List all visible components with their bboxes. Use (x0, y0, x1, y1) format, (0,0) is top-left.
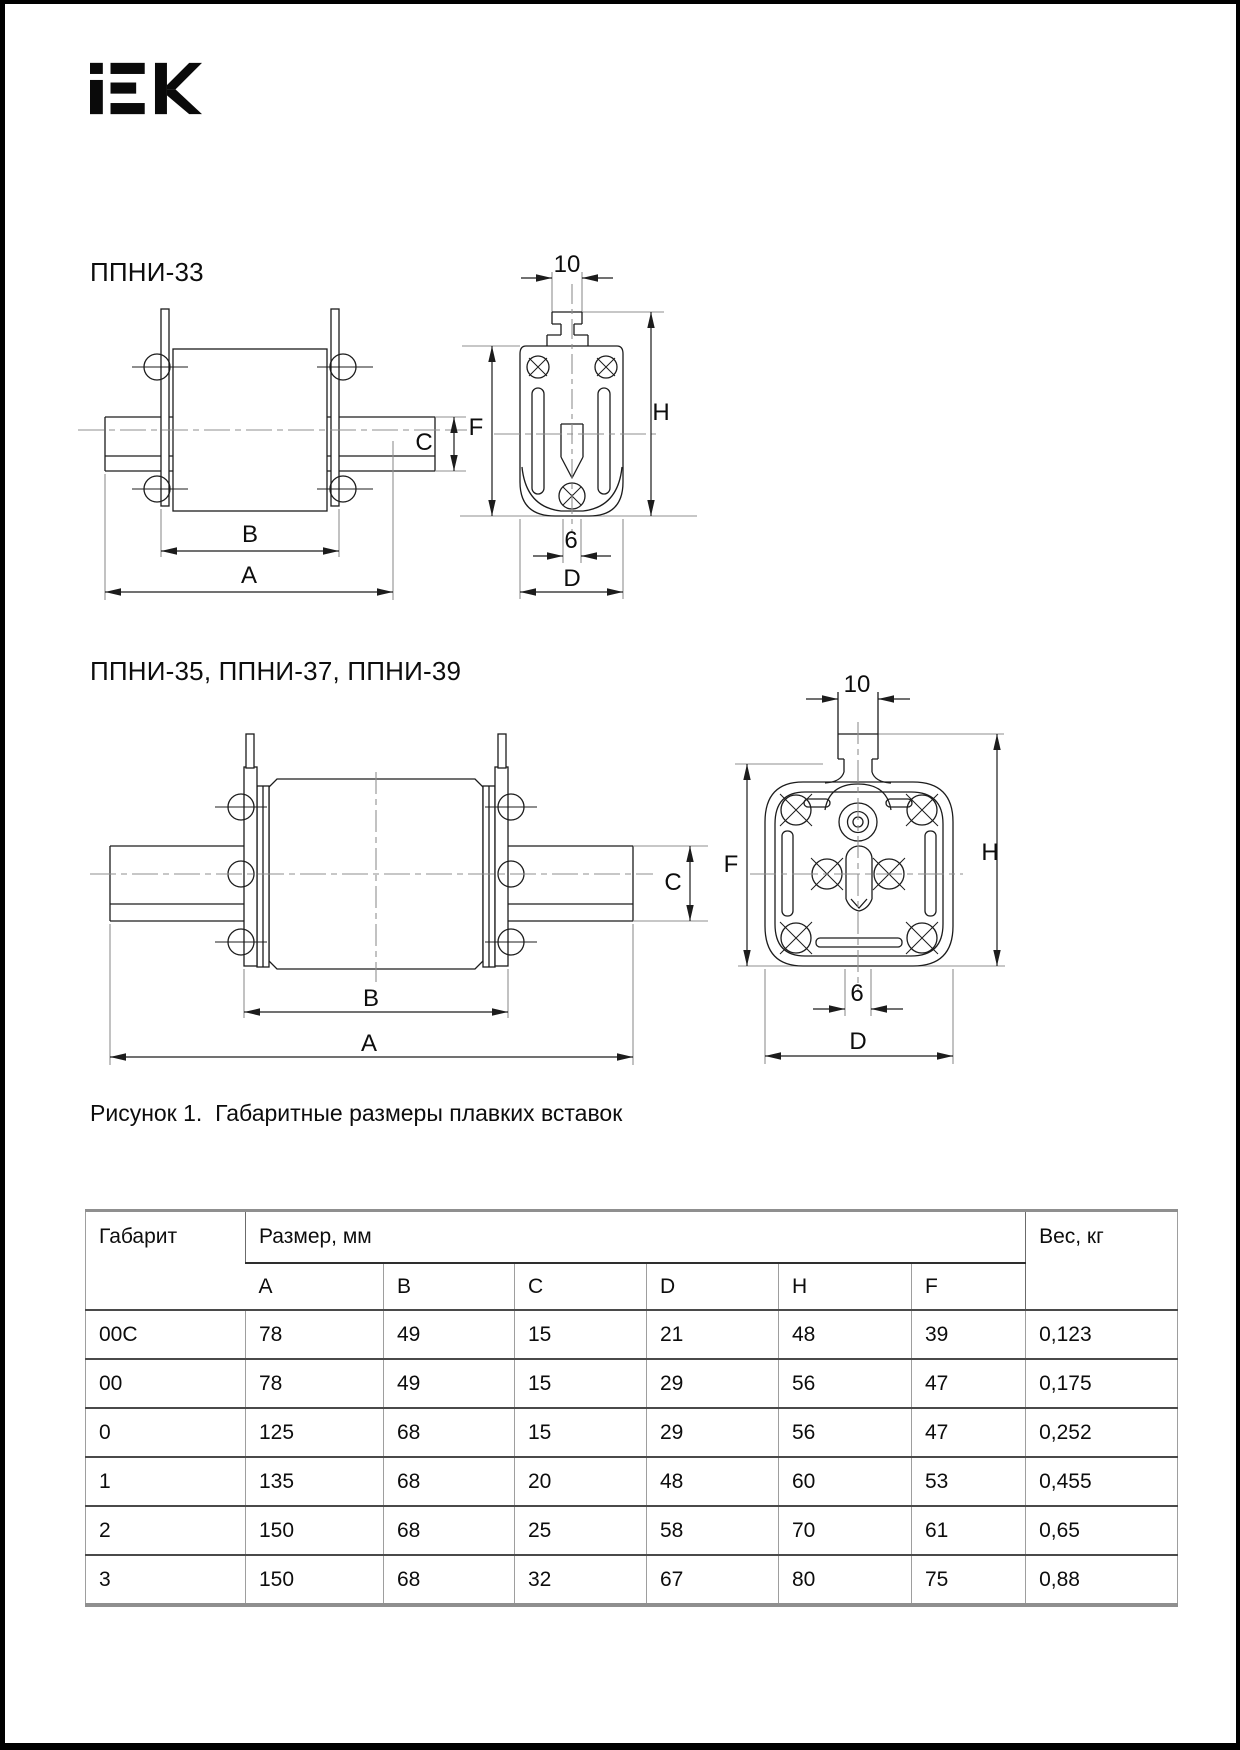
cell-size: 3 (86, 1555, 246, 1605)
cell-C: 20 (515, 1457, 647, 1506)
drawing1-title: ППНИ-33 (90, 257, 204, 287)
d1-dim-F: F (468, 414, 484, 441)
d1-dim-6: 6 (564, 527, 578, 554)
cell-size: 2 (86, 1506, 246, 1555)
d1-dim-A: A (240, 562, 258, 589)
cell-D: 29 (647, 1359, 779, 1408)
col-header-D: D (647, 1263, 779, 1310)
drawing1-front-centerlines (494, 284, 656, 532)
cell-D: 58 (647, 1506, 779, 1555)
cell-H: 56 (779, 1359, 912, 1408)
cell-B: 68 (384, 1506, 515, 1555)
cell-A: 135 (246, 1457, 384, 1506)
cell-A: 150 (246, 1555, 384, 1605)
d1-dim-H: H (652, 399, 670, 426)
cell-B: 49 (384, 1359, 515, 1408)
cell-D: 29 (647, 1408, 779, 1457)
cell-C: 15 (515, 1310, 647, 1359)
col-header-A: A (258, 1274, 273, 1298)
cell-B: 68 (384, 1408, 515, 1457)
cell-weight: 0,455 (1026, 1457, 1178, 1506)
d2-dim-10: 10 (843, 671, 871, 698)
cell-H: 56 (779, 1408, 912, 1457)
d2-dim-A: A (360, 1030, 378, 1057)
d1-dim-D: D (563, 565, 581, 592)
table-row (86, 1408, 1178, 1457)
d2-dim-D: D (849, 1028, 867, 1055)
cell-weight: 0,88 (1026, 1555, 1178, 1605)
table-row (86, 1506, 1178, 1555)
cell-A: 78 (246, 1359, 384, 1408)
cell-F: 61 (912, 1506, 1026, 1555)
d2-dim-H: H (981, 839, 999, 866)
dimensions-table (85, 1209, 1178, 1607)
d2-dim-F: F (723, 851, 739, 878)
cell-C: 25 (515, 1506, 647, 1555)
cell-F: 47 (912, 1359, 1026, 1408)
cell-B: 68 (384, 1457, 515, 1506)
cell-D: 67 (647, 1555, 779, 1605)
cell-F: 47 (912, 1408, 1026, 1457)
cell-size: 00 (86, 1359, 246, 1408)
col-group-header-size: Размер, мм (246, 1211, 1026, 1264)
d1-dim-B: B (241, 521, 259, 548)
table-row (86, 1310, 1178, 1359)
col-header-gabarit: Габарит (99, 1225, 178, 1248)
table-row (86, 1457, 1178, 1506)
d1-dim-10: 10 (553, 251, 581, 278)
cell-A: 125 (246, 1408, 384, 1457)
col-header-C: C (515, 1263, 647, 1310)
cell-weight: 0,123 (1026, 1310, 1178, 1359)
d1-dim-C: C (415, 429, 433, 456)
cell-D: 48 (647, 1457, 779, 1506)
col-header-B: B (384, 1263, 515, 1310)
drawing2-title: ППНИ-35, ППНИ-37, ППНИ-39 (90, 656, 462, 686)
table-row (86, 1359, 1178, 1408)
col-header-F: F (912, 1263, 1026, 1310)
d2-dim-C: C (664, 869, 682, 896)
cell-H: 60 (779, 1457, 912, 1506)
cell-size: 00C (86, 1310, 246, 1359)
col-header-H: H (779, 1263, 912, 1310)
cell-C: 15 (515, 1359, 647, 1408)
d2-dim-B: B (362, 985, 380, 1012)
cell-C: 15 (515, 1408, 647, 1457)
cell-A: 150 (246, 1506, 384, 1555)
figure-caption: Рисунок 1. Габаритные размеры плавких вставок (90, 1100, 623, 1126)
cell-A: 78 (246, 1310, 384, 1359)
cell-B: 49 (384, 1310, 515, 1359)
cell-D: 21 (647, 1310, 779, 1359)
cell-weight: 0,175 (1026, 1359, 1178, 1408)
cell-H: 70 (779, 1506, 912, 1555)
cell-B: 68 (384, 1555, 515, 1605)
table-row (86, 1555, 1178, 1605)
cell-weight: 0,65 (1026, 1506, 1178, 1555)
cell-weight: 0,252 (1026, 1408, 1178, 1457)
cell-size: 0 (86, 1408, 246, 1457)
cell-H: 80 (779, 1555, 912, 1605)
d2-dim-6: 6 (850, 980, 864, 1007)
drawing1-front-thin (460, 272, 697, 599)
cell-F: 75 (912, 1555, 1026, 1605)
col-header-weight: Вес, кг (1026, 1211, 1178, 1311)
cell-C: 32 (515, 1555, 647, 1605)
drawing2-side-view (110, 734, 633, 969)
drawing1-side-view (105, 309, 435, 511)
cell-size: 1 (86, 1457, 246, 1506)
cell-H: 48 (779, 1310, 912, 1359)
drawing2-front-view (765, 692, 953, 966)
cell-F: 39 (912, 1310, 1026, 1359)
cell-F: 53 (912, 1457, 1026, 1506)
